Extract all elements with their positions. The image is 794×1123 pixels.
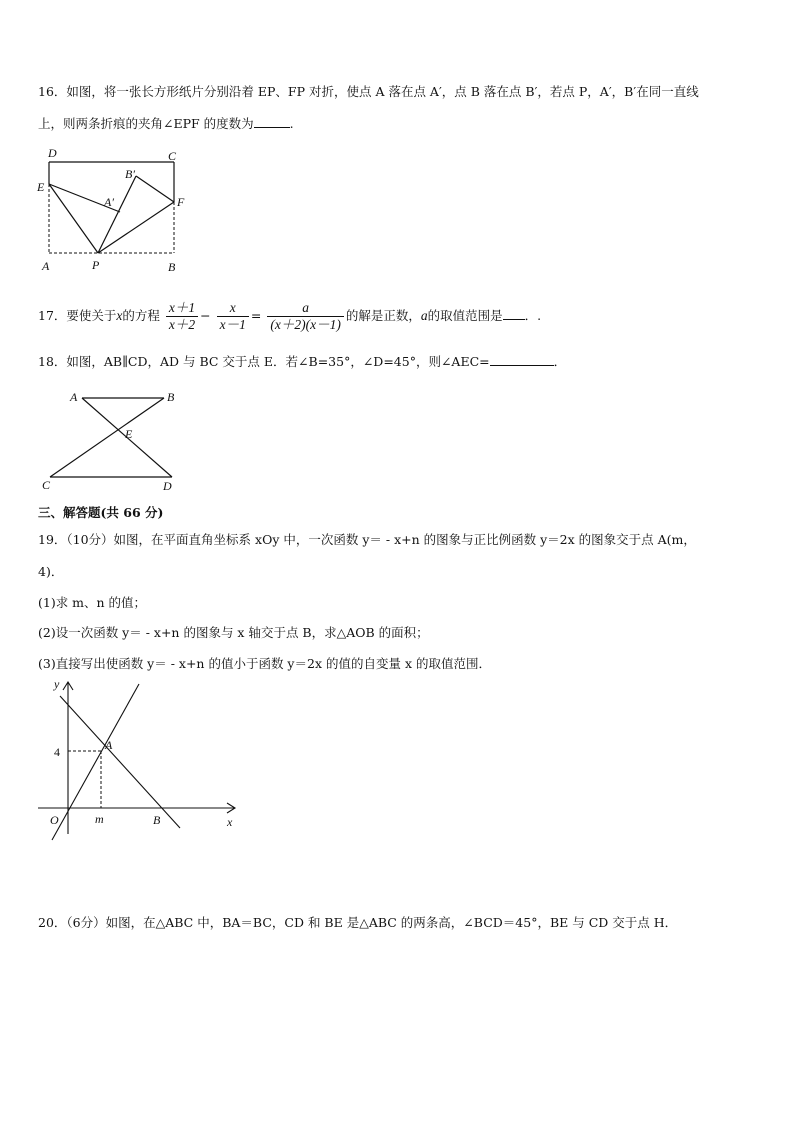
- label-C: C: [42, 478, 51, 492]
- q16-line2: 上，则两条折痕的夹角∠EPF 的度数为 .: [38, 116, 294, 131]
- label-O: O: [50, 813, 59, 827]
- label-A: A: [105, 738, 113, 752]
- label-C: C: [168, 149, 177, 163]
- label-P: P: [92, 258, 100, 272]
- q19-line1: 19．（10分）如图，在平面直角坐标系 xOy 中，一次函数 y＝ - x+n 的图象与正比例函数 y＝2x 的图象交于点 A(m，: [38, 532, 696, 547]
- q19-part1: (1)求 m、n 的值；: [38, 595, 147, 610]
- label-D: D: [163, 479, 172, 493]
- section-title: 三、解答题(共 66 分): [38, 505, 164, 520]
- label-D: D: [48, 146, 57, 160]
- q18-line: 18．如图，AB∥CD，AD 与 BC 交于点 E．若∠B=35°，∠D=45°，则∠AEC= ．: [38, 354, 567, 369]
- fraction-1: $\frac{x+1}{x+2}$: [166, 300, 198, 333]
- answer-blank: [254, 115, 290, 128]
- label-x: x: [227, 815, 233, 829]
- fraction-3: $\frac{a}{(x+2)(x-1)}$: [267, 300, 343, 333]
- label-E: E: [125, 427, 133, 441]
- label-m: m: [95, 812, 104, 826]
- q18-figure: [38, 386, 188, 494]
- label-B: B: [168, 260, 176, 274]
- q19-line2: 4)．: [38, 564, 64, 579]
- label-A: A: [42, 259, 50, 273]
- label-B: B: [153, 813, 161, 827]
- label-E: E: [37, 180, 45, 194]
- label-A: A: [70, 390, 78, 404]
- q19-part2: (2)设一次函数 y＝ - x+n 的图象与 x 轴交于点 B，求△AOB 的面积；: [38, 625, 429, 640]
- answer-blank: [503, 307, 525, 320]
- fraction-2: $\frac{x}{x-1}$: [217, 300, 249, 333]
- label-F: F: [177, 195, 185, 209]
- q20-line: 20．（6分）如图，在△ABC 中，BA＝BC，CD 和 BE 是△ABC 的两条高，∠BCD＝45°，BE 与 CD 交于点 H．: [38, 915, 678, 930]
- q19-coordinate-figure: [30, 676, 250, 846]
- q19-part3: (3)直接写出使函数 y＝ - x+n 的值小于函数 y＝2x 的值的自变量 x 的取值范围．: [38, 656, 491, 671]
- label-B-prime: B′: [125, 167, 135, 181]
- label-A-prime: A′: [104, 195, 114, 209]
- q17-line: 17．要使关于x的方程 $\frac{x+1}{x+2}$ − $\frac{x}{x-1}$ = $\frac{a}{(x+2)(x-1)}$ 的解是正数，a的取值范围是 ．.: [38, 300, 542, 332]
- label-B: B: [167, 390, 175, 404]
- label-y: y: [54, 677, 60, 691]
- label-four: 4: [54, 745, 60, 759]
- answer-blank: [490, 353, 554, 366]
- q16-figure: [30, 140, 200, 280]
- q16-line1: 16．如图，将一张长方形纸片分别沿着 EP、FP 对折，使点 A 落在点 A′，点 B 落在点 B′，若点 P，A′，B′在同一直线: [38, 84, 699, 99]
